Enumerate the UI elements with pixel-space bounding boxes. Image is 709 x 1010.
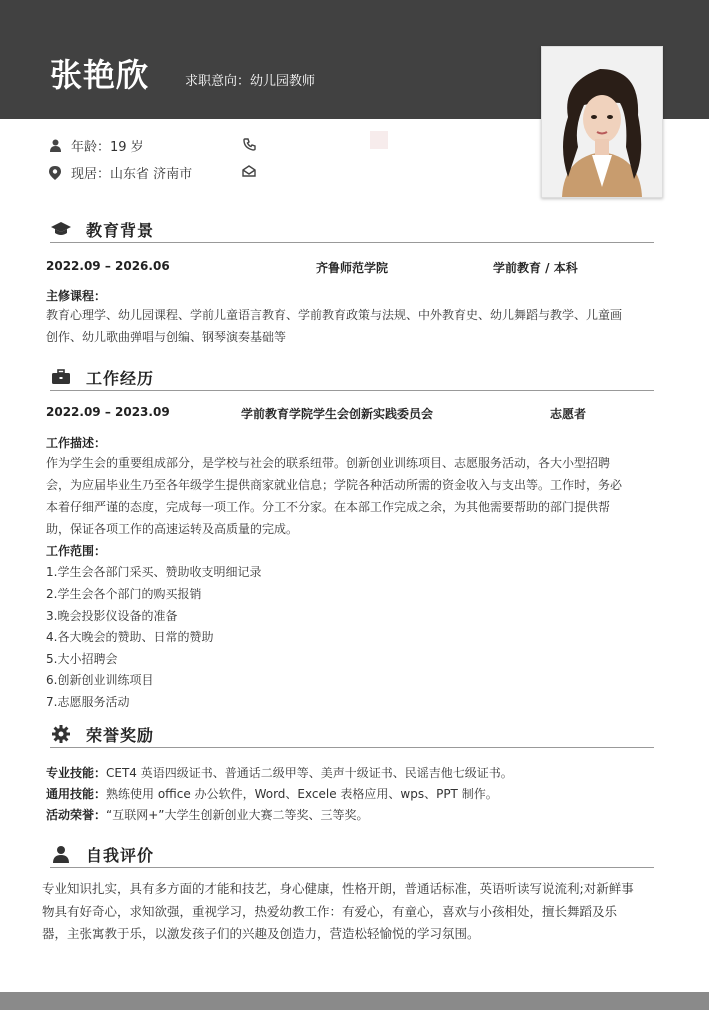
- list-item: 5.大小招聘会: [46, 652, 118, 666]
- section-title-work: 工作经历: [86, 368, 155, 388]
- gear-icon: [50, 724, 72, 744]
- list-item: 2.学生会各个部门的购买报销: [46, 587, 202, 601]
- section-work: [50, 364, 654, 391]
- self-line: 物具有好奇心，求知欲强，重视学习，热爱幼教工作：有爱心，有童心，喜欢与小孩相处，擅长舞蹈及乐: [42, 904, 618, 919]
- list-item: 7.志愿服务活动: [46, 695, 130, 709]
- honor-text: 熟练使用 office 办公软件，Word、Excele 表格应用、wps、PPT 制作。: [106, 787, 498, 801]
- section-title-self: 自我评价: [86, 845, 155, 865]
- honor-text: CET4 英语四级证书、普通话二级甲等、美声十级证书、民谣吉他七级证书。: [106, 766, 513, 780]
- work-desc-line: 本着仔细严谨的态度，完成每一项工作。分工不分家。在本部工作完成之余，为其他需要帮助的部门提供帮: [46, 500, 611, 514]
- location-pin-icon: [48, 166, 62, 180]
- education-period: 2022.09 – 2026.06: [46, 259, 170, 273]
- graduation-cap-icon: [50, 219, 72, 239]
- honor-label: 专业技能：: [46, 766, 107, 780]
- honor-row: [46, 785, 498, 802]
- briefcase-icon: [50, 367, 72, 387]
- age-info: [48, 136, 144, 155]
- candidate-name: 张艳欣: [50, 56, 150, 94]
- section-honors: [50, 721, 654, 748]
- education-school: 齐鲁师范学院: [316, 261, 389, 275]
- location-text: 现居：山东省 济南市: [71, 167, 193, 182]
- honor-label: 活动荣誉：: [46, 808, 107, 822]
- list-item: 6.创新创业训练项目: [46, 673, 154, 687]
- phone-info: [242, 137, 265, 151]
- courses-label: 主修课程：: [46, 289, 107, 303]
- work-scope-label: 工作范围：: [46, 544, 107, 558]
- honor-text: “互联网+”大学生创新创业大赛二等奖、三等奖。: [106, 808, 369, 822]
- honor-row: [46, 764, 513, 781]
- job-intent: 求职意向：幼儿园教师: [185, 74, 316, 89]
- footer-bar: [0, 992, 709, 1010]
- work-desc-label: 工作描述：: [46, 436, 107, 450]
- work-org: 学前教育学院学生会创新实践委员会: [241, 407, 434, 421]
- list-item: 3.晚会投影仪设备的准备: [46, 609, 178, 623]
- courses-line: 教育心理学、幼儿园课程、学前儿童语言教育、学前教育政策与法规、中外教育史、幼儿舞蹈与教学、儿童画: [46, 308, 623, 322]
- user-icon: [50, 844, 72, 864]
- work-desc-line: 会，为应届毕业生乃至各年级学生提供商家就业信息；学院各种活动所需的资金收入与支出等。工作时，务必: [46, 478, 623, 492]
- courses-line: 创作、幼儿歌曲弹唱与创编、钢琴演奏基础等: [46, 330, 287, 344]
- self-line: 专业知识扎实，具有多方面的才能和技艺，身心健康，性格开朗，普通话标准，英语听读写说流利;对新鲜事: [42, 881, 634, 896]
- location-info: [48, 163, 192, 182]
- email-info: [242, 164, 265, 178]
- work-role: 志愿者: [550, 407, 587, 421]
- work-period: 2022.09 – 2023.09: [46, 405, 170, 419]
- list-item: 1.学生会各部门采买、赞助收支明细记录: [46, 565, 262, 579]
- list-item: 4.各大晚会的赞助、日常的赞助: [46, 630, 214, 644]
- mail-icon: [242, 164, 256, 178]
- self-line: 器，主张寓教于乐，以激发孩子们的兴趣及创造力，营造松轻愉悦的学习氛围。: [42, 926, 480, 941]
- section-education: [50, 216, 654, 243]
- education-major: 学前教育 / 本科: [493, 261, 578, 275]
- work-desc-line: 作为学生会的重要组成部分，是学校与社会的联系纽带。创新创业训练项目、志愿服务活动，各大小型招聘: [46, 456, 611, 470]
- section-title-education: 教育背景: [86, 220, 155, 240]
- honor-label: 通用技能：: [46, 787, 107, 801]
- phone-icon: [242, 137, 256, 151]
- decorative-square: [370, 131, 388, 149]
- profile-photo: [541, 46, 663, 198]
- honor-row: [46, 806, 369, 823]
- section-title-honors: 荣誉奖励: [86, 725, 155, 745]
- person-icon: [48, 139, 62, 153]
- age-text: 年龄：19 岁: [71, 140, 144, 155]
- work-desc-line: 助，保证各项工作的高速运转及高质量的完成。: [46, 522, 299, 536]
- section-self: [50, 841, 654, 868]
